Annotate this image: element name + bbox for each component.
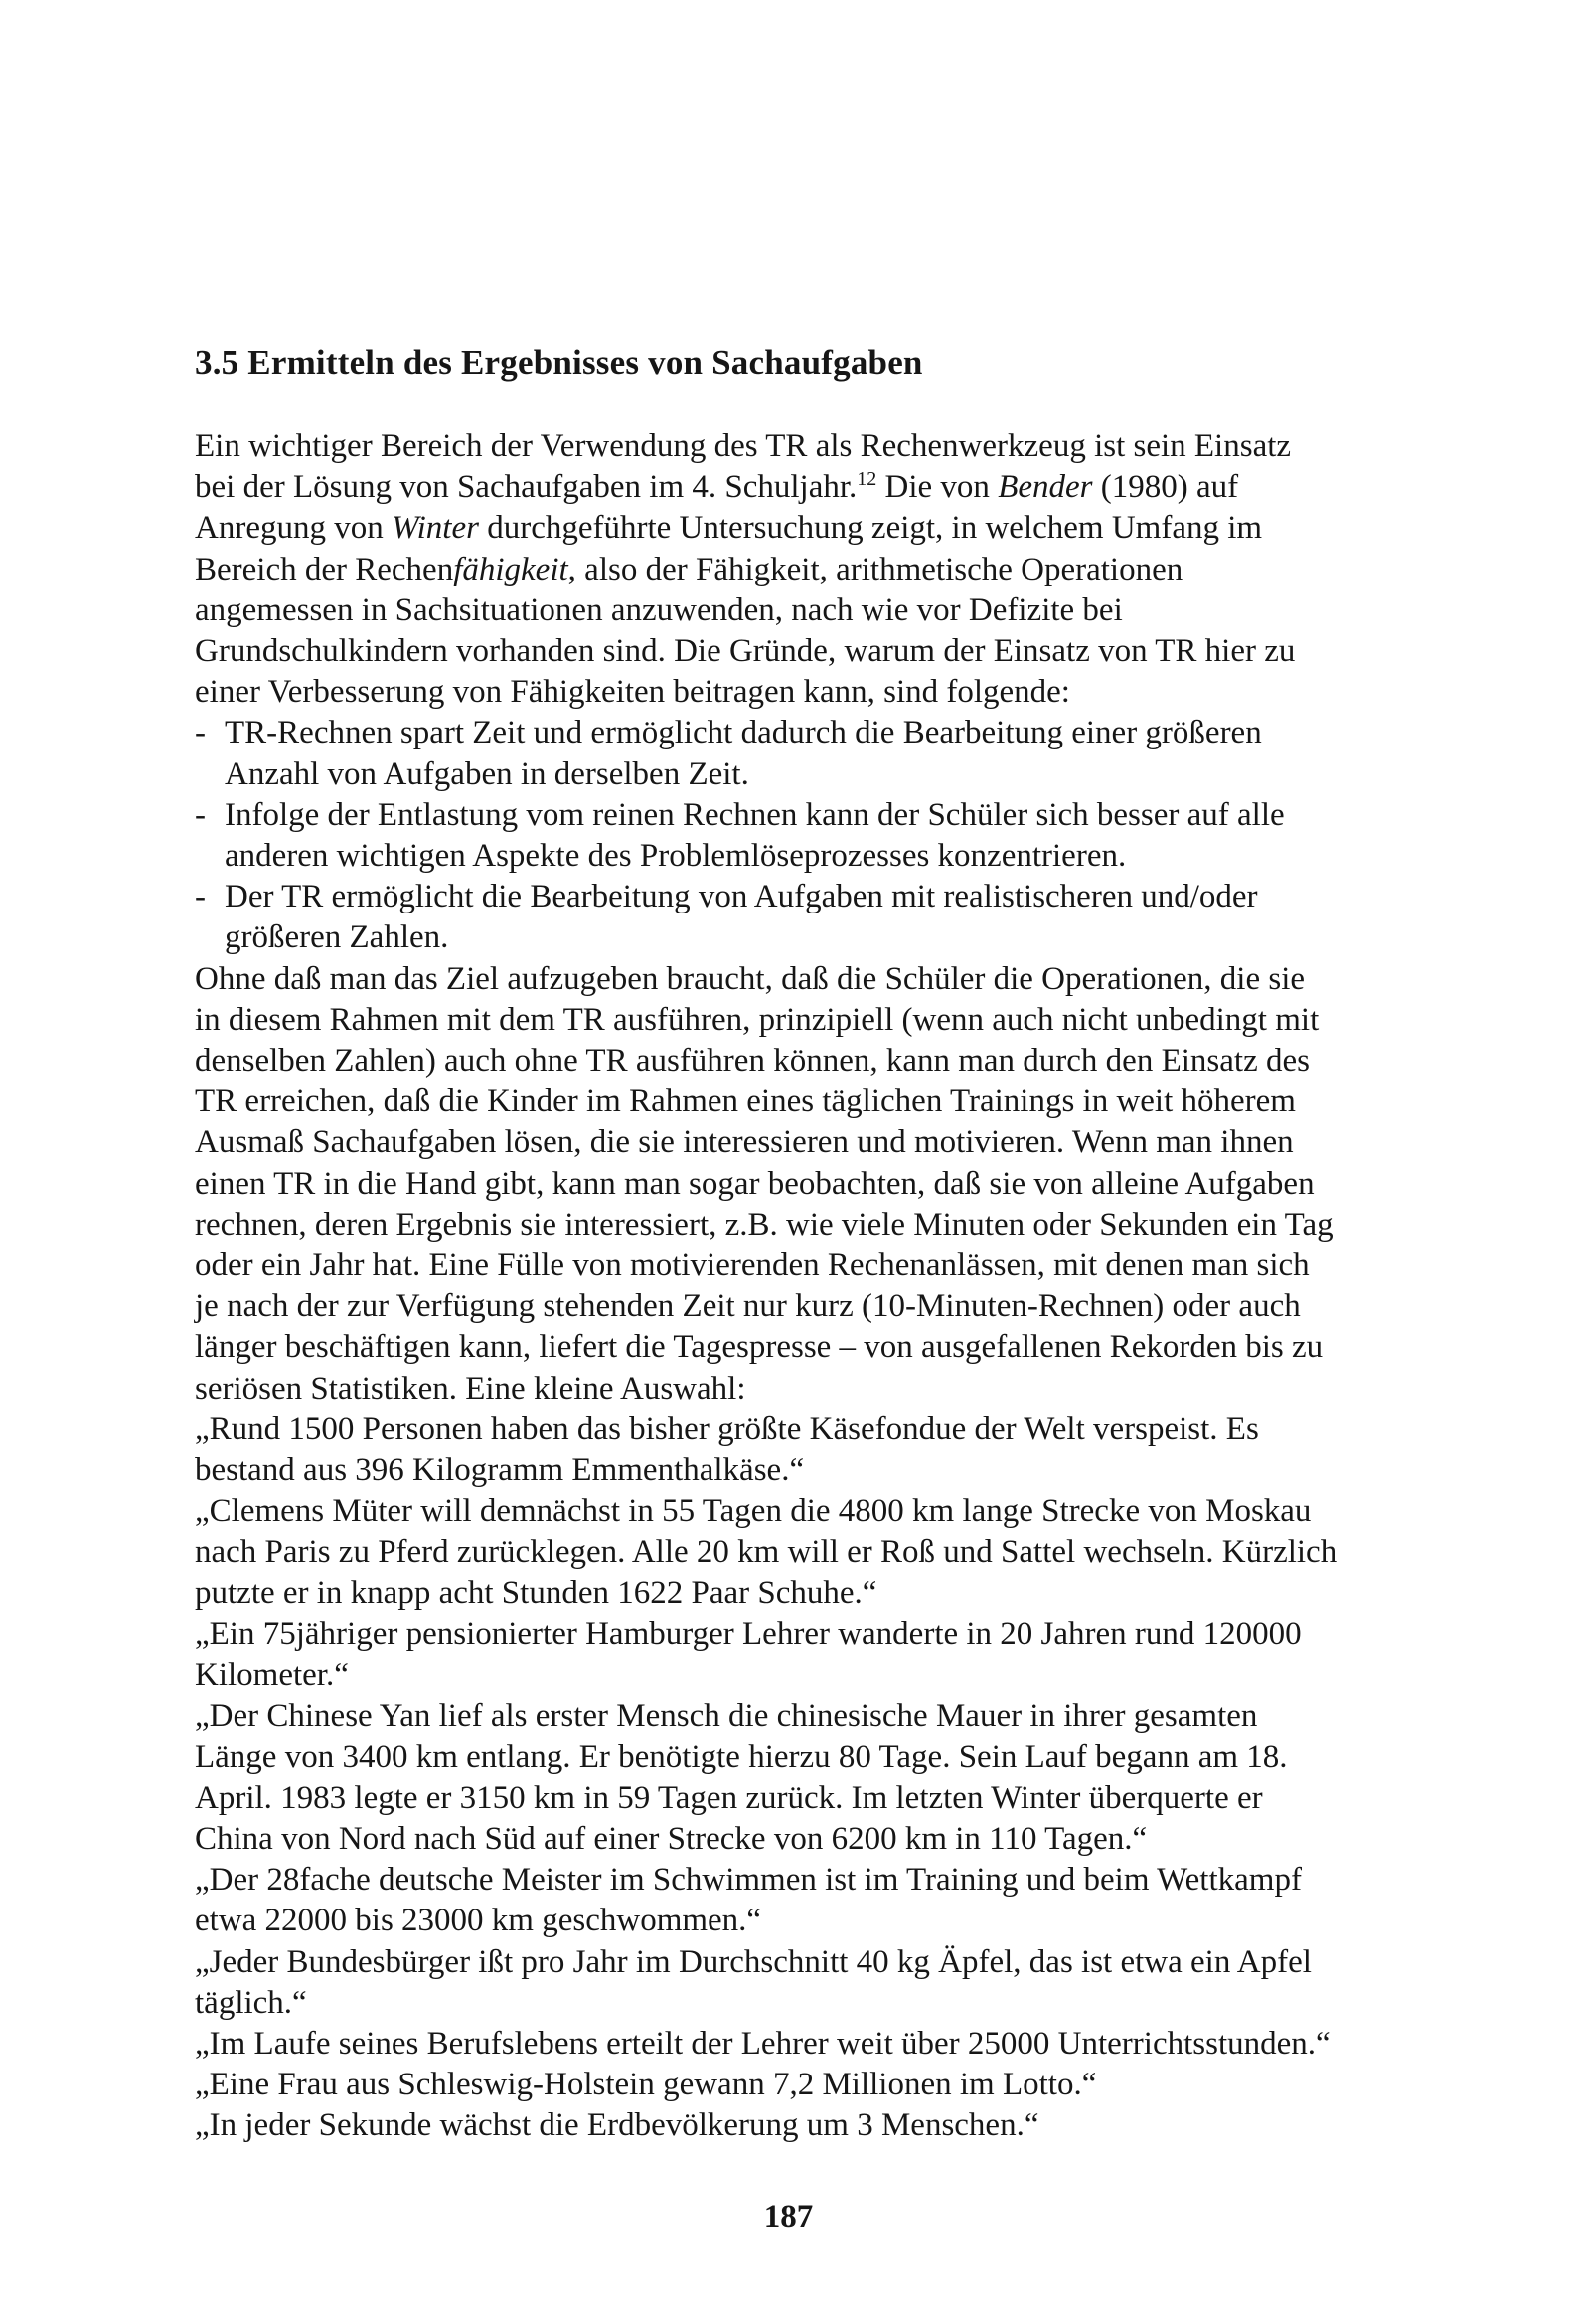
intro-text-3: (1980) auf Anregung von [195,469,1239,547]
emphasis-faehigkeit: fähigkeit [453,551,568,587]
section-heading: 3.5 Ermitteln des Ergebnisses von Sachaufgaben [195,343,923,382]
intro-text-2: Die von [876,469,999,506]
quote-item: „Eine Frau aus Schleswig-Holstein gewann 7,2 Millionen im Lotto.“ [195,2067,1097,2103]
body-text [195,426,1338,2147]
intro-paragraph [195,426,1338,713]
intro-text-5: , also der Fähigkeit, arithmetische Operationen angemessen in Sachsituationen anzuwenden, nach wie vor Defizite bei Grundschulkindern vorhanden sind. Die Gründe, warum der Einsatz von TR hier zu einer Verbesserung von Fähigkeiten beitragen kann, sind folgende: [195,551,1296,711]
intro-text-4: durchgeführte Untersuchung zeigt, in welchem Umfang im Bereich der Rechen [195,510,1263,587]
dash-marker: - [195,879,206,915]
list-item [195,877,1338,958]
list-item [195,795,1338,877]
list-item-text: Infolge der Entlastung vom reinen Rechnen kann der Schüler sich besser auf alle anderen wichtigen Aspekte des Problemlöseprozesses konzentrieren. [225,796,1285,875]
quote-item: „Der 28fache deutsche Meister im Schwimmen ist im Training und beim Wettkampf etwa 22000 bis 23000 km geschwommen.“ [195,1862,1302,1939]
quote-item: „Ein 75jähriger pensionierter Hamburger Lehrer wanderte in 20 Jahren rund 120000 Kilometer.“ [195,1615,1302,1694]
list-item-text: Der TR ermöglicht die Bearbeitung von Aufgaben mit realistischeren und/oder größeren Zahlen. [225,879,1258,956]
quote-item: „Der Chinese Yan lief als erster Mensch die chinesische Mauer in ihrer gesamten Länge von 3400 km entlang. Er benötigte hierzu 80 Tage. Sein Lauf begann am 18. April. 1983 legte er 3150 km in 59 Tagen zurück. Im letzten Winter überquerte er China von Nord nach Süd auf einer Strecke von 6200 km in 110 Tagen.“ [195,1698,1288,1857]
dash-marker: - [195,796,206,833]
list-item-text: TR-Rechnen spart Zeit und ermöglicht dadurch die Bearbeitung einer größeren Anzahl von Aufgaben in derselben Zeit. [225,715,1262,792]
dash-marker: - [195,715,206,751]
quote-item: „In jeder Sekunde wächst die Erdbevölkerung um 3 Menschen.“ [195,2107,1039,2144]
author-winter: Winter [391,510,479,547]
quote-item: „Im Laufe seines Berufslebens erteilt der Lehrer weit über 25000 Unterrichtsstunden.“ [195,2025,1331,2062]
quote-item: „Rund 1500 Personen haben das bisher größte Käsefondue der Welt verspeist. Es bestand aus 396 Kilogramm Emmenthalkäse.“ [195,1411,1259,1489]
page-content [195,343,1338,2147]
intro-text-1: Ein wichtiger Bereich der Verwendung des TR als Rechenwerkzeug ist sein Einsatz bei der Lösung von Sachaufgaben im 4. Schuljahr. [195,428,1292,506]
quote-item: „Clemens Müter will demnächst in 55 Tagen die 4800 km lange Strecke von Moskau nach Paris zu Pferd zurücklegen. Alle 20 km will er Roß und Sattel wechseln. Kürzlich putzte er in knapp acht Stunden 1622 Paar Schuhe.“ [195,1493,1338,1611]
footnote-reference: 12 [857,468,877,491]
quote-item: „Jeder Bundesbürger ißt pro Jahr im Durchschnitt 40 kg Äpfel, das ist etwa ein Apfel täglich.“ [195,1943,1312,2021]
reasons-list [195,713,1338,958]
page-number: 187 [763,2199,814,2235]
list-item [195,713,1338,794]
author-bender: Bender [998,469,1093,506]
main-paragraph: Ohne daß man das Ziel aufzugeben braucht, daß die Schüler die Operationen, die sie in diesem Rahmen mit dem TR ausführen, prinzipiell (wenn auch nicht unbedingt mit denselben Zahlen) auch ohne TR ausführen können, kann man durch den Einsatz des TR erreichen, daß die Kinder im Rahmen eines täglichen Trainings in weit höherem Ausmaß Sachaufgaben lösen, die sie interessieren und motivieren. Wenn man ihnen einen TR in die Hand gibt, kann man sogar beobachten, daß sie von alleine Aufgaben rechnen, deren Ergebnis sie interessiert, z.B. wie viele Minuten oder Sekunden ein Tag oder ein Jahr hat. Eine Fülle von motivierenden Rechenanlässen, mit denen man sich je nach der zur Verfügung stehenden Zeit nur kurz (10-Minuten-Rechnen) oder auch länger beschäftigen kann, liefert die Tagespresse – von ausgefallenen Rekorden bis zu seriösen Statistiken. Eine kleine Auswahl: [195,960,1334,1407]
